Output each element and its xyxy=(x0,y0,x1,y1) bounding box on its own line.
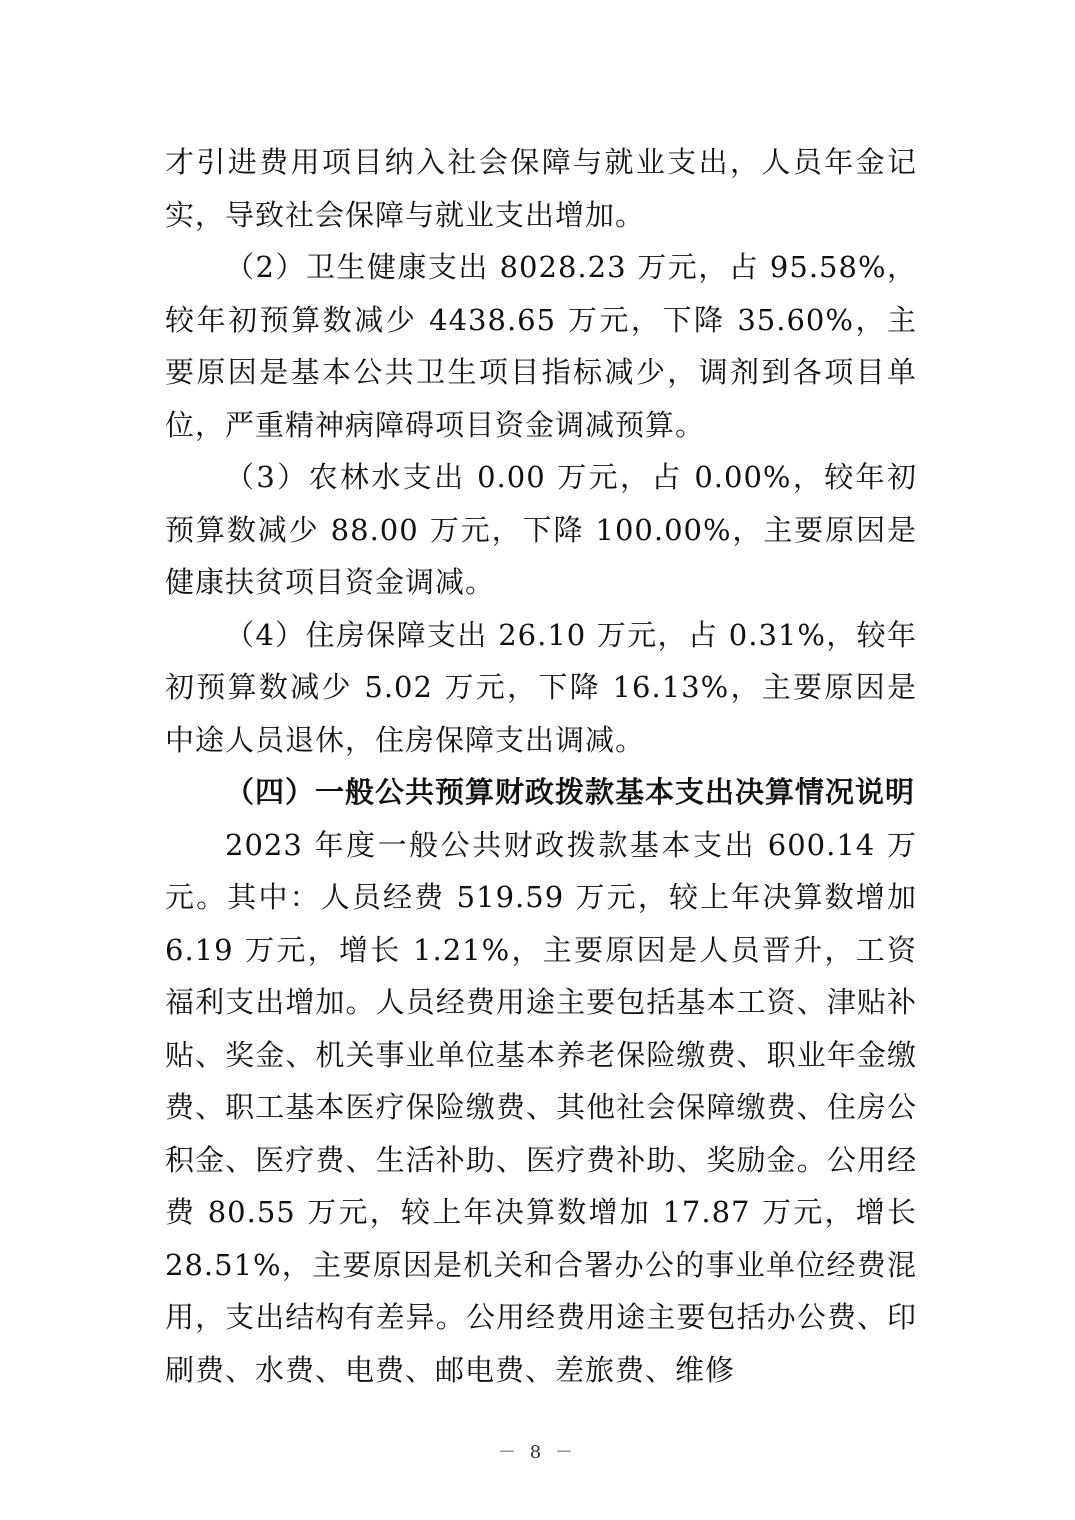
document-page xyxy=(165,136,917,1396)
section-heading-basic-expenditure: （四）一般公共预算财政拨款基本支出决算情况说明 xyxy=(225,775,916,809)
paragraph-agriculture-expenditure: （3）农林水支出 0.00 万元，占 0.00%，较年初预算数减少 88.00 万元，下降 100.00%，主要原因是健康扶贫项目资金调减。 xyxy=(165,460,917,599)
paragraph-basic-expenditure-detail: 2023 年度一般公共财政拨款基本支出 600.14 万元。其中：人员经费 519.59 万元，较上年决算数增加 6.19 万元，增长 1.21%，主要原因是人员晋升，工资福利支出增加。人员经费用途主要包括基本工资、津贴补贴、奖金、机关事业单位基本养老保险缴费、职业年金缴费、职工基本医疗保险缴费、其他社会保障缴费、住房公积金、医疗费、生活补助、医疗费补助、奖励金。公用经费 80.55 万元，较上年决算数增加 17.87 万元，增长 28.51%，主要原因是机关和合署办公的事业单位经费混用，支出结构有差异。公用经费用途主要包括办公费、印刷费、水费、电费、邮电费、差旅费、维修 xyxy=(165,827,917,1387)
page-number: － 8 － xyxy=(498,1442,577,1463)
paragraph-social-security-continued: 才引进费用项目纳入社会保障与就业支出，人员年金记实，导致社会保障与就业支出增加。 xyxy=(165,145,917,232)
paragraph-health-expenditure: （2）卫生健康支出 8028.23 万元，占 95.58%，较年初预算数减少 4438.65 万元，下降 35.60%，主要原因是基本公共卫生项目指标减少，调剂到各项目单位，严重精神病障碍项目资金调减预算。 xyxy=(165,250,917,442)
paragraph-housing-expenditure: （4）住房保障支出 26.10 万元，占 0.31%，较年初预算数减少 5.02 万元，下降 16.13%，主要原因是中途人员退休，住房保障支出调减。 xyxy=(165,617,917,757)
